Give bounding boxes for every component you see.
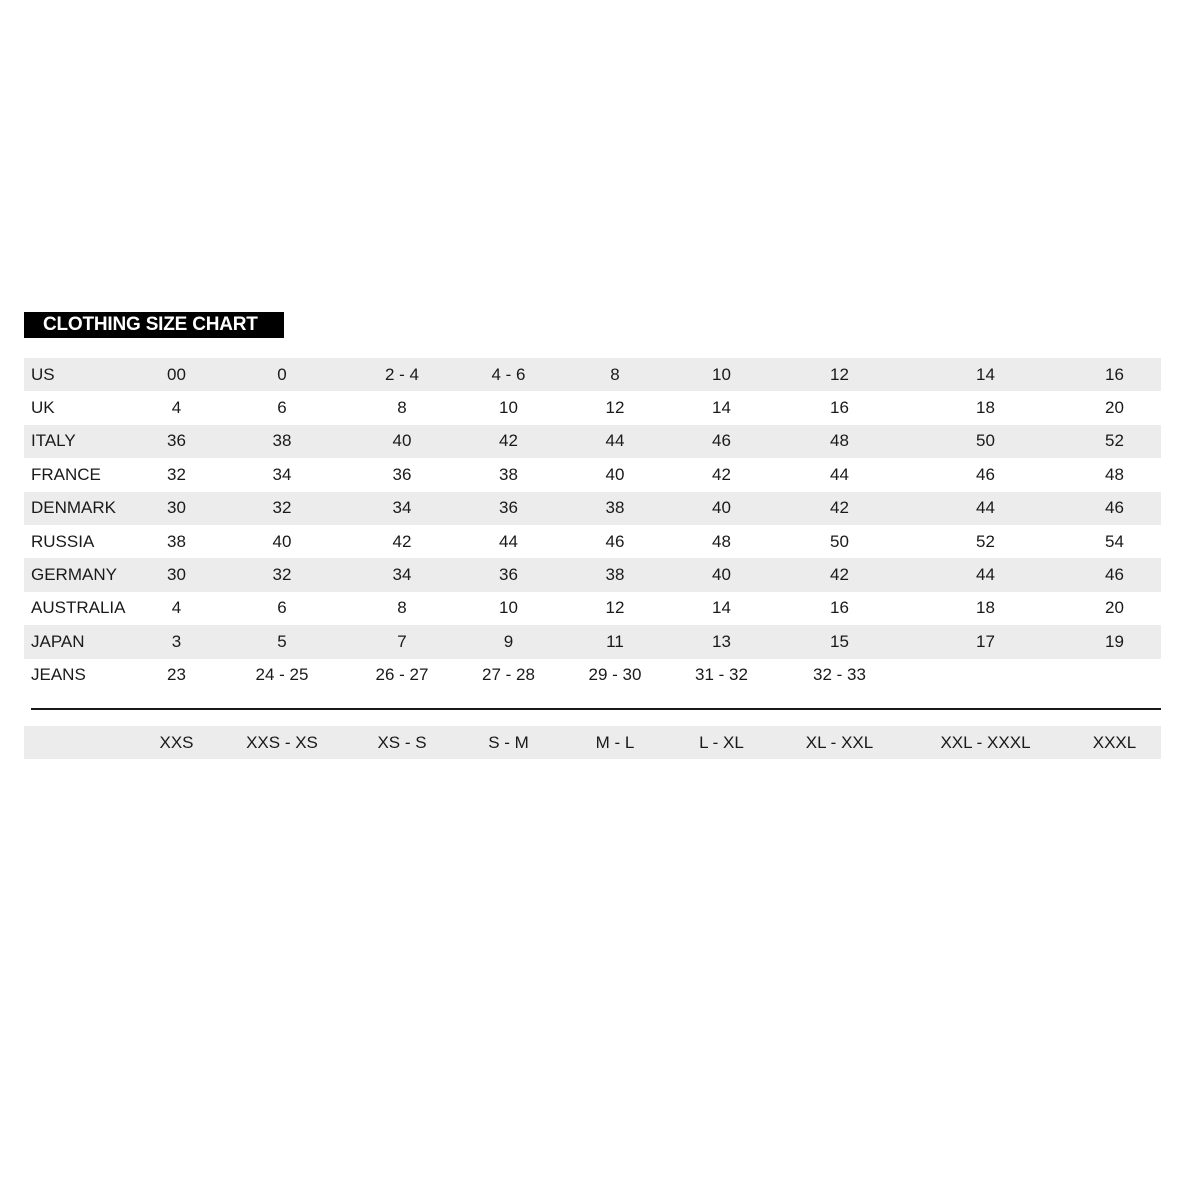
size-cell: 12 — [605, 598, 625, 618]
size-cell: 38 — [167, 531, 186, 551]
size-cell: 40 — [712, 498, 731, 518]
row-label: GERMANY — [31, 565, 117, 585]
size-cell: 48 — [830, 431, 849, 451]
letter-size-cell: XXXL — [1092, 732, 1137, 752]
size-cell: 54 — [1105, 531, 1124, 551]
size-cell: 46 — [1105, 498, 1124, 518]
size-cell: 16 — [830, 398, 849, 418]
size-cell: 26 - 27 — [375, 665, 429, 685]
size-cell: 46 — [712, 431, 731, 451]
size-cell: 32 — [272, 565, 292, 585]
size-cell: 42 — [392, 531, 412, 551]
size-row-italy — [24, 425, 1161, 458]
size-cell: 48 — [712, 531, 731, 551]
size-cell: 5 — [277, 631, 287, 651]
size-cell: 34 — [392, 565, 412, 585]
size-cell: 38 — [605, 565, 625, 585]
letter-size-cell: XXL - XXXL — [940, 732, 1031, 752]
size-cell: 42 — [830, 565, 849, 585]
size-cell: 38 — [272, 431, 292, 451]
size-cell: 13 — [712, 631, 731, 651]
size-row-france — [24, 458, 1161, 491]
size-cell: 14 — [976, 364, 995, 384]
size-cell: 30 — [167, 498, 186, 518]
size-cell: 32 - 33 — [813, 665, 866, 685]
size-cell: 8 — [397, 398, 407, 418]
divider-line — [31, 708, 1161, 710]
size-cell: 19 — [1105, 631, 1124, 651]
size-cell: 3 — [171, 631, 182, 651]
row-label: DENMARK — [31, 498, 117, 518]
size-cell: 46 — [976, 464, 995, 484]
size-cell: 34 — [392, 498, 412, 518]
size-cell: 44 — [976, 565, 995, 585]
size-cell: 30 — [167, 565, 186, 585]
row-label: JAPAN — [31, 631, 85, 651]
letter-size-row — [24, 726, 1161, 759]
size-cell: 46 — [1105, 565, 1124, 585]
size-cell: 32 — [167, 464, 186, 484]
size-row-germany — [24, 558, 1161, 591]
size-cell: 36 — [499, 498, 518, 518]
size-cell: 11 — [606, 631, 624, 651]
row-label: US — [31, 364, 55, 384]
size-cell: 36 — [392, 464, 412, 484]
letter-size-cell: L - XL — [699, 732, 744, 752]
size-cell: 36 — [167, 431, 186, 451]
size-cell: 10 — [712, 364, 731, 384]
size-row-russia — [24, 525, 1161, 558]
size-cell: 4 - 6 — [491, 364, 526, 384]
size-cell: 27 - 28 — [482, 665, 535, 685]
size-cell: 0 — [277, 364, 287, 384]
row-label: RUSSIA — [31, 531, 95, 551]
size-row-denmark — [24, 492, 1161, 525]
size-cell: 44 — [830, 464, 849, 484]
size-cell: 38 — [499, 464, 518, 484]
size-row-uk — [24, 391, 1161, 424]
size-row-australia — [24, 592, 1161, 625]
row-label: ITALY — [31, 431, 76, 451]
size-cell: 34 — [272, 464, 292, 484]
size-cell: 7 — [397, 631, 407, 651]
letter-size-cell: XXS — [159, 732, 194, 752]
size-cell: 52 — [976, 531, 995, 551]
size-cell: 38 — [605, 498, 625, 518]
chart-title: CLOTHING SIZE CHART — [24, 312, 284, 338]
letter-size-cell: XXS - XS — [246, 732, 318, 752]
size-row-jeans — [24, 659, 1161, 692]
size-cell: 23 — [167, 665, 186, 685]
size-row-japan — [24, 625, 1161, 658]
size-cell: 44 — [499, 531, 518, 551]
row-label: JEANS — [31, 665, 86, 685]
size-cell: 40 — [272, 531, 292, 551]
size-cell: 4 — [171, 398, 182, 418]
size-cell: 16 — [830, 598, 849, 618]
size-cell: 2 - 4 — [384, 364, 420, 384]
row-label: FRANCE — [31, 464, 101, 484]
size-cell: 8 — [397, 598, 407, 618]
size-cell: 42 — [499, 431, 518, 451]
size-cell: 00 — [167, 364, 186, 384]
size-cell: 8 — [610, 364, 620, 384]
size-cell: 29 - 30 — [588, 665, 642, 685]
size-cell: 14 — [712, 398, 731, 418]
size-cell: 4 — [171, 598, 182, 618]
size-cell: 40 — [712, 565, 731, 585]
row-label: UK — [31, 398, 55, 418]
size-cell: 46 — [605, 531, 625, 551]
size-cell: 50 — [830, 531, 849, 551]
size-cell: 10 — [499, 398, 518, 418]
size-cell: 16 — [1105, 364, 1124, 384]
size-cell: 52 — [1105, 431, 1124, 451]
size-cell: 6 — [277, 598, 287, 618]
size-cell: 24 - 25 — [255, 665, 309, 685]
size-cell: 42 — [712, 464, 731, 484]
size-cell: 44 — [605, 431, 625, 451]
size-cell: 18 — [976, 598, 995, 618]
size-cell: 32 — [272, 498, 292, 518]
size-cell: 12 — [605, 398, 625, 418]
size-cell: 14 — [712, 598, 731, 618]
size-cell: 42 — [830, 498, 849, 518]
letter-size-cell: S - M — [488, 732, 529, 752]
size-table — [24, 358, 1161, 692]
size-cell: 9 — [503, 631, 514, 651]
letter-size-cell: XL - XXL — [805, 732, 874, 752]
size-cell: 31 - 32 — [695, 665, 748, 685]
size-cell: 17 — [976, 631, 995, 651]
size-cell: 40 — [392, 431, 412, 451]
size-cell: 44 — [976, 498, 995, 518]
size-cell: 20 — [1105, 398, 1124, 418]
row-label: AUSTRALIA — [31, 598, 126, 618]
size-cell: 6 — [277, 398, 287, 418]
size-cell: 12 — [830, 364, 849, 384]
letter-size-cell: XS - S — [377, 732, 427, 752]
letter-size-cell: M - L — [595, 732, 635, 752]
size-cell: 20 — [1105, 598, 1124, 618]
size-row-us — [24, 358, 1161, 391]
size-cell: 40 — [605, 464, 625, 484]
size-cell: 18 — [976, 398, 995, 418]
size-cell: 10 — [499, 598, 518, 618]
size-cell: 48 — [1105, 464, 1124, 484]
size-cell: 50 — [976, 431, 995, 451]
size-cell: 36 — [499, 565, 518, 585]
size-cell: 15 — [830, 631, 849, 651]
